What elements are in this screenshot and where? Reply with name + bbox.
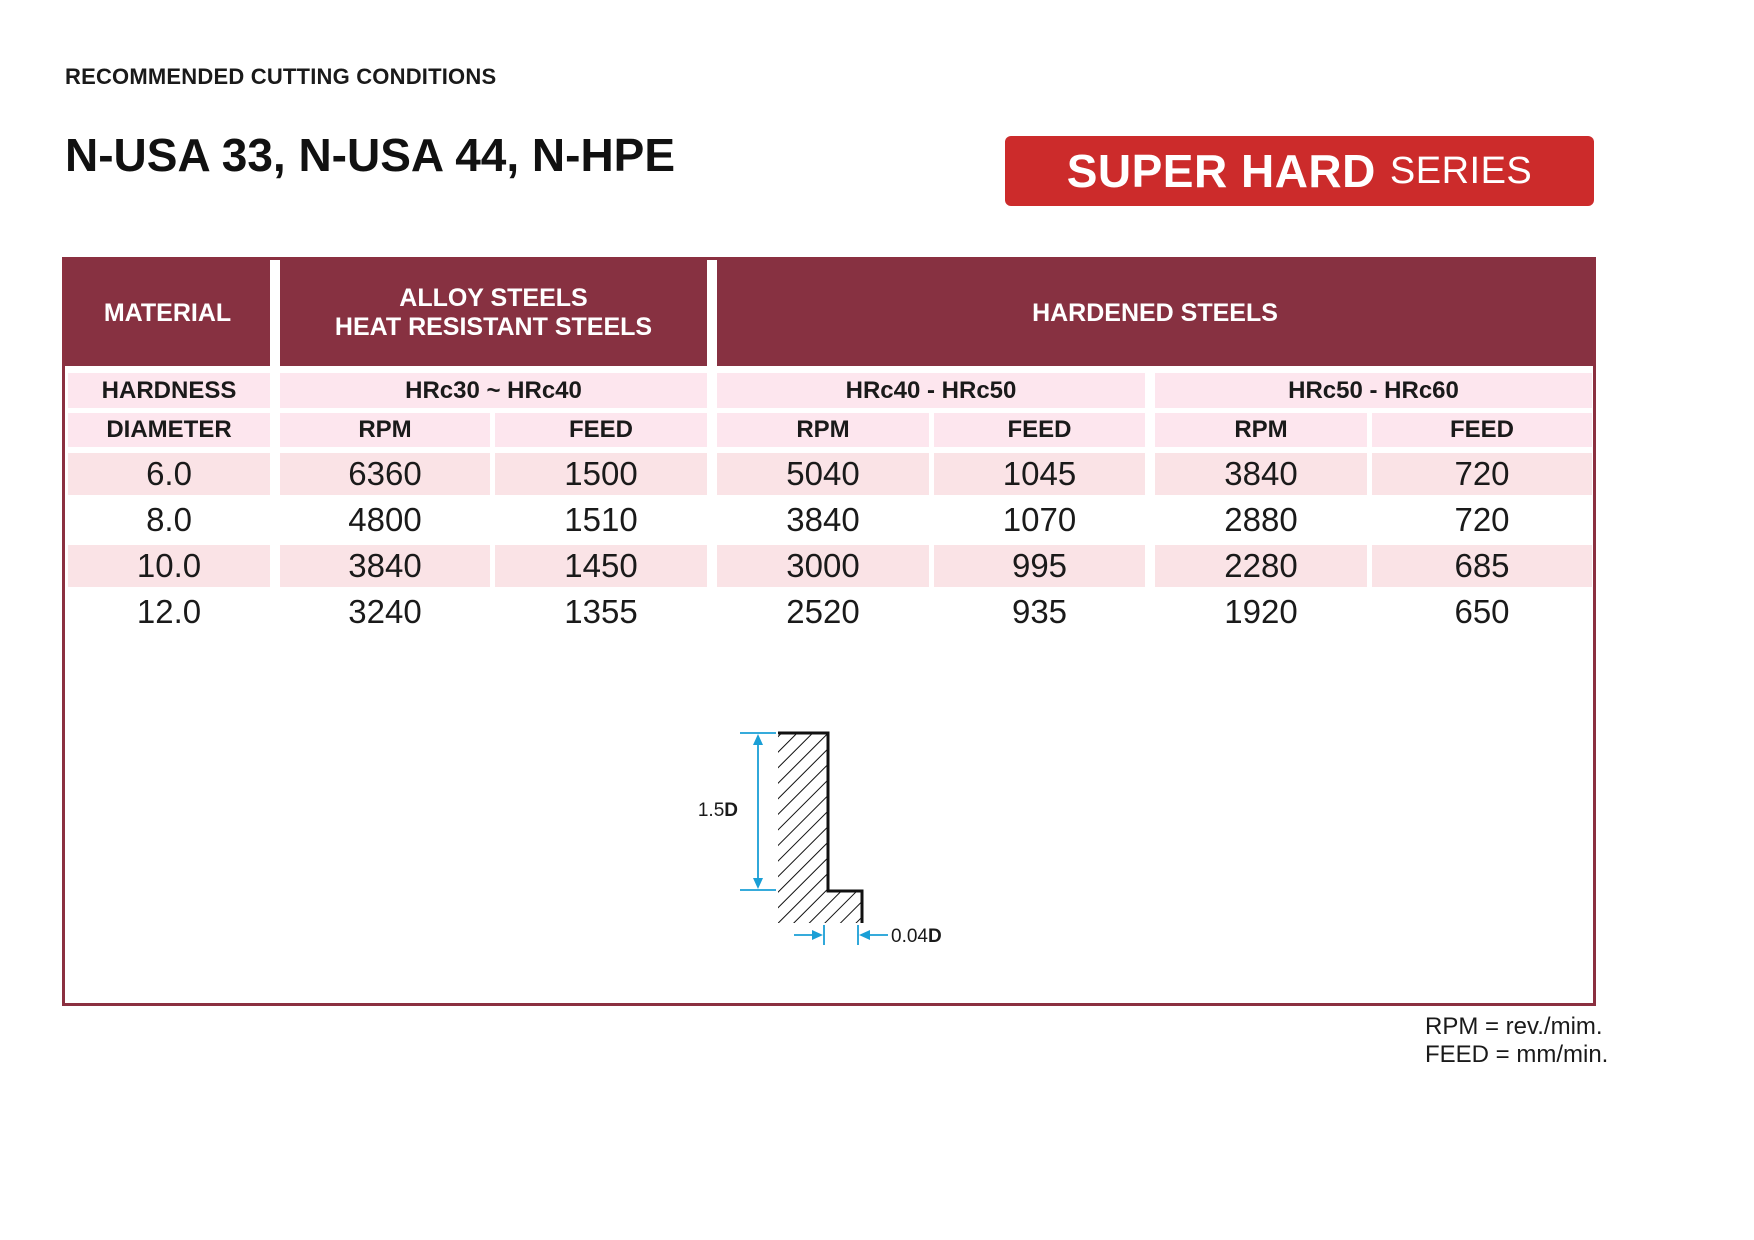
table-cell: 3000 — [717, 545, 929, 587]
hardened-steels-label: HARDENED STEELS — [1032, 298, 1278, 327]
rpm-unit-note: RPM = rev./mim. — [1425, 1013, 1603, 1040]
table-cell: 1510 — [564, 501, 638, 538]
table-cell: 2880 — [1224, 501, 1298, 538]
table-cell: 3840 — [280, 545, 490, 587]
depth-dimension-line — [740, 733, 776, 890]
table-cell: 935 — [1011, 593, 1068, 630]
workpiece-profile — [778, 733, 862, 923]
material-header — [65, 260, 270, 366]
cutting-depth-diagram — [690, 715, 970, 965]
table-cell: 720 — [1454, 501, 1510, 538]
column-label: RPM — [280, 413, 490, 447]
table-cell: 1450 — [495, 545, 707, 587]
table-cell: 6.0 — [68, 453, 270, 495]
table-cell: 6360 — [280, 453, 490, 495]
table-cell: 2520 — [786, 593, 860, 630]
material-header-label: MATERIAL — [103, 298, 232, 327]
hardness-range-1: HRc30 ~ HRc40 — [280, 373, 707, 408]
table-cell: 8.0 — [146, 501, 192, 538]
table-cell: 2280 — [1155, 545, 1367, 587]
column-label: FEED — [934, 413, 1145, 447]
table-cell: 10.0 — [68, 545, 270, 587]
table-cell: 1045 — [934, 453, 1145, 495]
column-label: RPM — [717, 413, 929, 447]
column-label: FEED — [495, 413, 707, 447]
diameter-label: DIAMETER — [68, 413, 270, 447]
table-cell: 1920 — [1224, 593, 1298, 630]
table-cell: 3840 — [786, 501, 860, 538]
column-label: RPM — [1155, 413, 1367, 447]
table-cell: 995 — [934, 545, 1145, 587]
table-cell: 5040 — [717, 453, 929, 495]
table-cell: 3840 — [1155, 453, 1367, 495]
hardness-range-2: HRc40 - HRc50 — [717, 373, 1145, 408]
alloy-steels-line2: HEAT RESISTANT STEELS — [334, 313, 653, 341]
alloy-steels-line1: ALLOY STEELS — [399, 284, 588, 312]
series-badge — [1005, 136, 1594, 206]
table-cell: 12.0 — [136, 593, 202, 630]
series-name: SUPER HARD — [1066, 145, 1376, 197]
column-label: FEED — [1372, 413, 1592, 447]
step-label: 0.04D — [891, 926, 942, 947]
hardened-steels-header — [717, 260, 1593, 366]
alloy-steels-header — [280, 260, 707, 366]
document-label: RECOMMENDED CUTTING CONDITIONS — [65, 64, 497, 89]
hardness-range-3: HRc50 - HRc60 — [1155, 373, 1592, 408]
table-cell: 650 — [1454, 593, 1510, 630]
unit-notes — [1425, 1013, 1608, 1069]
feed-unit-note: FEED = mm/min. — [1425, 1041, 1609, 1068]
table-cell: 685 — [1372, 545, 1592, 587]
product-title: N-USA 33, N-USA 44, N-HPE — [65, 129, 676, 181]
table-cell: 1500 — [495, 453, 707, 495]
hardness-label: HARDNESS — [68, 373, 270, 408]
table-cell: 1355 — [564, 593, 638, 630]
table-cell: 1070 — [1002, 501, 1077, 538]
series-suffix: SERIES — [1389, 149, 1533, 192]
step-dimension-line — [794, 925, 888, 945]
table-cell: 720 — [1372, 453, 1592, 495]
table-cell: 4800 — [348, 501, 422, 538]
table-cell: 3240 — [348, 593, 422, 630]
depth-label: 1.5D — [697, 800, 738, 821]
